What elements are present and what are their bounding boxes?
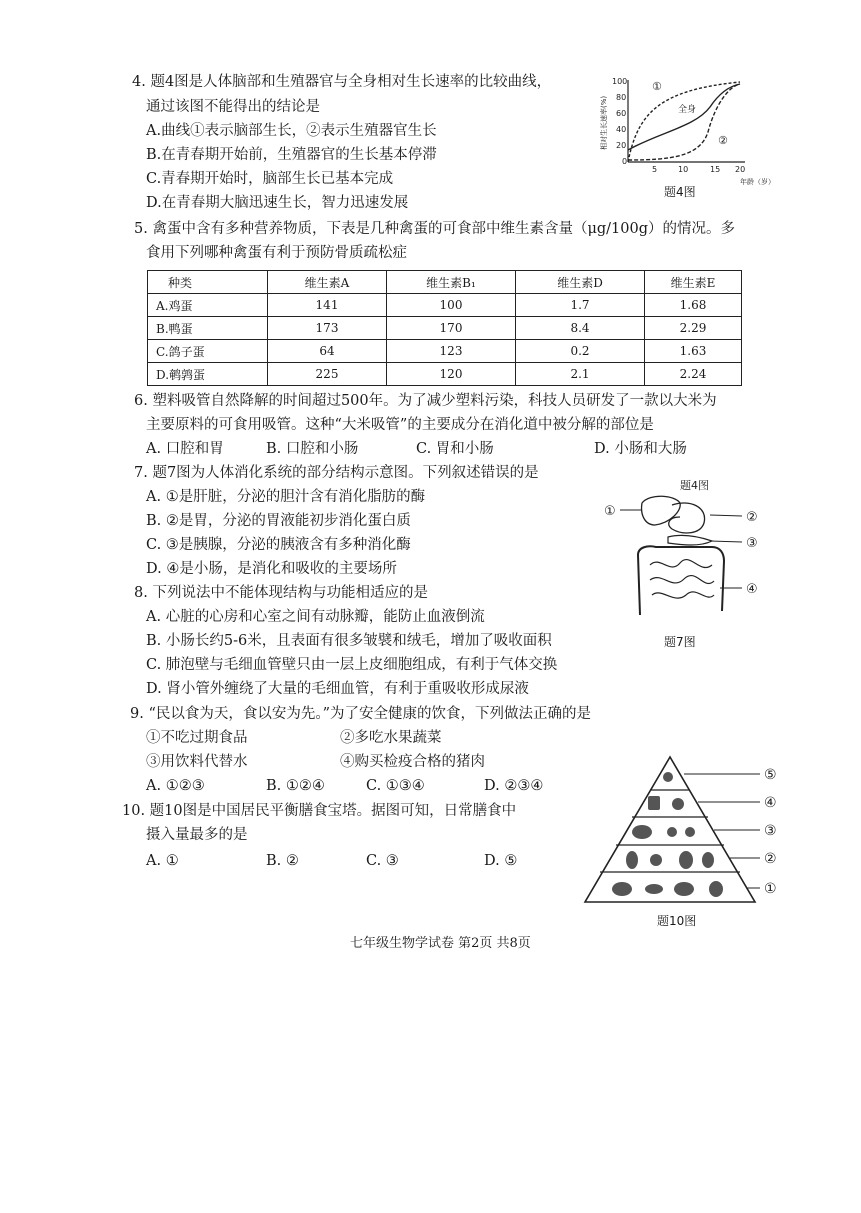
q4-option-d: D.在青春期大脑迅速生长，智力迅速发展 xyxy=(146,195,409,211)
q4-xtick-20: 20 xyxy=(735,165,746,174)
q4-stem-line2: 通过该图不能得出的结论是 xyxy=(146,99,320,115)
q8-option-d: D. 肾小管外缠绕了大量的毛细血管，有利于重吸收形成尿液 xyxy=(146,681,529,697)
q7-label-3: ③ xyxy=(746,536,758,551)
q7-option-b: B. ②是胃，分泌的胃液能初步消化蛋白质 xyxy=(146,513,411,529)
q7-label-1: ① xyxy=(604,504,616,519)
table-row xyxy=(148,317,742,340)
table-cell: 123 xyxy=(387,340,516,363)
q9-item-4: ④购买检疫合格的猪肉 xyxy=(340,754,485,770)
q6-stem-line2: 主要原料的可食用吸管。这种“大米吸管”的主要成分在消化道中被分解的部位是 xyxy=(146,417,654,433)
q7-figure-caption: 题7图 xyxy=(664,635,696,649)
table-cell: D.鹌鹑蛋 xyxy=(148,363,268,386)
q4-stem-line1: 4. 题4图是人体脑部和生殖器官与全身相对生长速率的比较曲线， xyxy=(132,74,552,90)
liver-shape xyxy=(642,496,681,525)
table-cell: 2.29 xyxy=(645,317,742,340)
table-cell: 173 xyxy=(268,317,387,340)
table-header-row xyxy=(148,271,742,294)
table-row xyxy=(148,340,742,363)
pancreas-shape xyxy=(668,535,712,545)
q4-option-a: A.曲线①表示脑部生长，②表示生殖器官生长 xyxy=(146,123,437,139)
q4-curve2-label: ② xyxy=(718,134,728,147)
q7-option-d: D. ④是小肠，是消化和吸收的主要场所 xyxy=(146,561,397,577)
q8-option-c: C. 肺泡壁与毛细血管壁只由一层上皮细胞组成，有利于气体交换 xyxy=(146,657,558,673)
table-cell: 170 xyxy=(387,317,516,340)
q10-option-b: B. ② xyxy=(266,853,299,869)
q4-option-c: C.青春期开始时，脑部生长已基本完成 xyxy=(146,171,394,187)
milk-icon xyxy=(648,796,660,810)
table-row xyxy=(148,363,742,386)
pyramid-label-3: ③ xyxy=(764,823,777,839)
pyramid-label-5: ⑤ xyxy=(764,767,777,783)
q4-ytick-40: 40 xyxy=(616,125,627,134)
table-header-cell: 维生素A xyxy=(268,271,387,294)
q7-option-c: C. ③是胰腺，分泌的胰液含有多种消化酶 xyxy=(146,537,411,553)
q7-top-label: 题4图 xyxy=(680,479,709,492)
q10-pyramid-figure xyxy=(580,752,800,912)
table-header-cell: 种类 xyxy=(148,271,268,294)
fish-icon xyxy=(685,827,695,837)
table-cell: A.鸡蛋 xyxy=(148,294,268,317)
q4-curve-brain xyxy=(628,82,740,162)
q4-curve-repro xyxy=(628,84,740,160)
table-cell: 0.2 xyxy=(516,340,645,363)
q9-option-d: D. ②③④ xyxy=(484,778,544,794)
table-cell: 225 xyxy=(268,363,387,386)
grain-icon xyxy=(645,884,663,894)
bread-icon xyxy=(674,882,694,896)
q9-item-3: ③用饮料代替水 xyxy=(146,754,248,770)
table-cell: 2.24 xyxy=(645,363,742,386)
q4-ytick-60: 60 xyxy=(616,109,627,118)
q4-ylabel: 相对生长速率(%) xyxy=(600,95,608,150)
q9-option-a: A. ①②③ xyxy=(146,778,205,794)
table-cell: 1.63 xyxy=(645,340,742,363)
leafy-icon xyxy=(702,852,714,868)
q7-option-a: A. ①是肝脏，分泌的胆汁含有消化脂肪的酶 xyxy=(146,489,426,505)
table-cell: 8.4 xyxy=(516,317,645,340)
egg-icon xyxy=(667,827,677,837)
q4-ytick-0: 0 xyxy=(622,157,628,166)
oil-salt-icon xyxy=(663,772,673,782)
q4-option-b: B.在青春期开始前，生殖器官的生长基本停滞 xyxy=(146,147,437,163)
q4-xtick-10: 10 xyxy=(678,165,689,174)
vitamin-table xyxy=(147,270,742,386)
q4-xtick-15: 15 xyxy=(710,165,721,174)
q4-xlabel: 年龄（岁） xyxy=(740,178,775,186)
pyramid-label-4: ④ xyxy=(764,795,777,811)
q9-option-c: C. ①③④ xyxy=(366,778,425,794)
q7-label-2: ② xyxy=(746,510,758,525)
fruit-icon xyxy=(650,854,662,866)
q8-option-b: B. 小肠长约5-6米，且表面有很多皱襞和绒毛，增加了吸收面积 xyxy=(146,633,552,649)
q6-option-b: B. 口腔和小肠 xyxy=(266,441,359,457)
table-cell: 1.7 xyxy=(516,294,645,317)
large-intestine-shape xyxy=(638,546,724,615)
meat-icon xyxy=(632,825,652,839)
q9-item-2: ②多吃水果蔬菜 xyxy=(340,730,442,746)
table-header-cell: 维生素E xyxy=(645,271,742,294)
q9-stem: 9. “民以食为天，食以安为先。”为了安全健康的饮食，下列做法正确的是 xyxy=(130,706,592,722)
q10-option-c: C. ③ xyxy=(366,853,399,869)
q4-whole-label: 全身 xyxy=(678,105,697,115)
q4-xtick-5: 5 xyxy=(652,165,658,174)
q4-curve1-label: ① xyxy=(652,80,662,93)
rice-bowl-icon xyxy=(612,882,632,896)
table-header-cell: 维生素B₁ xyxy=(387,271,516,294)
pyramid-label-1: ① xyxy=(764,881,777,897)
q7-label-4: ④ xyxy=(746,582,758,597)
q6-option-d: D. 小肠和大肠 xyxy=(594,441,687,457)
q8-option-a: A. 心脏的心房和心室之间有动脉瓣，能防止血液倒流 xyxy=(146,609,485,625)
table-row xyxy=(148,294,742,317)
q6-stem-line1: 6. 塑料吸管自然降解的时间超过500年。为了减少塑料污染，科技人员研发了一款以大米为 xyxy=(134,393,717,409)
q4-ytick-20: 20 xyxy=(616,141,627,150)
page-footer: 七年级生物学试卷 第2页 共8页 xyxy=(350,936,531,951)
q10-stem-line1: 10. 题10图是中国居民平衡膳食宝塔。据图可知，日常膳食中 xyxy=(122,803,517,819)
q10-option-d: D. ⑤ xyxy=(484,853,518,869)
q4-figure-caption: 题4图 xyxy=(664,185,696,199)
table-cell: B.鸭蛋 xyxy=(148,317,268,340)
table-cell: 64 xyxy=(268,340,387,363)
q5-stem-line2: 食用下列哪种禽蛋有利于预防骨质疏松症 xyxy=(146,245,407,261)
q6-option-a: A. 口腔和胃 xyxy=(146,441,224,457)
q10-figure-caption: 题10图 xyxy=(657,914,697,928)
q10-option-a: A. ① xyxy=(146,853,179,869)
table-cell: 2.1 xyxy=(516,363,645,386)
q10-stem-line2: 摄入量最多的是 xyxy=(146,827,248,843)
q9-item-1: ①不吃过期食品 xyxy=(146,730,248,746)
pyramid-label-2: ② xyxy=(764,851,777,867)
q9-option-b: B. ①②④ xyxy=(266,778,325,794)
vegetable-icon xyxy=(626,851,638,869)
q6-option-c: C. 胃和小肠 xyxy=(416,441,494,457)
q5-stem-line1: 5. 禽蛋中含有多种营养物质，下表是几种禽蛋的可食部中维生素含量（μg/100g）的情况。多 xyxy=(134,221,735,237)
table-cell: 1.68 xyxy=(645,294,742,317)
table-cell: C.鸽子蛋 xyxy=(148,340,268,363)
pepper-icon xyxy=(679,851,693,869)
table-cell: 100 xyxy=(387,294,516,317)
q7-stem: 7. 题7图为人体消化系统的部分结构示意图。下列叙述错误的是 xyxy=(134,465,539,481)
bean-icon xyxy=(672,798,684,810)
q4-ytick-100: 100 xyxy=(612,77,628,86)
table-header-cell: 维生素D xyxy=(516,271,645,294)
q8-stem: 8. 下列说法中不能体现结构与功能相适应的是 xyxy=(134,585,428,601)
table-cell: 120 xyxy=(387,363,516,386)
small-intestine-shape xyxy=(650,560,714,599)
table-cell: 141 xyxy=(268,294,387,317)
stomach-shape xyxy=(669,503,705,533)
q7-digestive-figure xyxy=(600,475,780,625)
q4-ytick-80: 80 xyxy=(616,93,627,102)
tuber-icon xyxy=(709,881,723,897)
